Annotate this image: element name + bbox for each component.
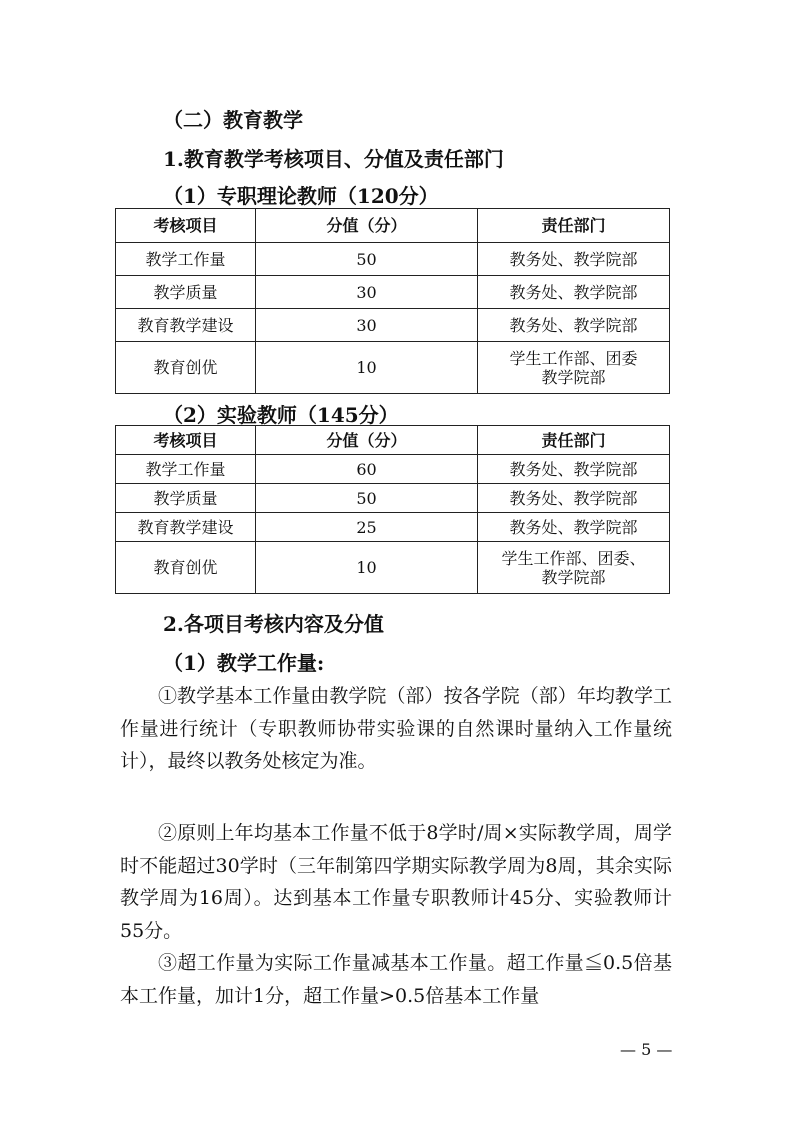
table-lab-teachers [115,425,670,594]
table-theory-teachers [115,208,670,394]
cell-item: 教育教学建设 [116,309,256,342]
sub-heading-assessment-items: 1.教育教学考核项目、分值及责任部门 [163,147,504,171]
cell-item: 教学工作量 [116,455,256,484]
cell-score: 60 [256,455,478,484]
table-header-row [116,426,670,455]
cell-score: 30 [256,309,478,342]
cell-score: 10 [256,342,478,394]
cell-score: 30 [256,276,478,309]
section-heading: （二）教育教学 [163,108,303,132]
header-item: 考核项目 [116,209,256,243]
cell-dept [478,542,670,594]
cell-item: 教学质量 [116,484,256,513]
cell-item: 教育教学建设 [116,513,256,542]
page-number: — 5 — [620,1040,673,1059]
cell-dept: 教务处、教学院部 [478,309,670,342]
sub-heading-content-and-scores: 2.各项目考核内容及分值 [163,612,384,636]
header-item: 考核项目 [116,426,256,455]
cell-dept: 教务处、教学院部 [478,484,670,513]
table-row [116,342,670,394]
paragraph-basic-workload: ①教学基本工作量由教学院（部）按各学院（部）年均教学工作量进行统计（专职教师协带实验课的自然课时量纳入工作量统计），最终以教务处核定为准。 [120,685,672,773]
table-row [116,243,670,276]
cell-dept [478,342,670,394]
table-row [116,276,670,309]
table-row [116,513,670,542]
table-row [116,542,670,594]
table-row [116,484,670,513]
header-score: 分值（分） [256,426,478,455]
cell-score: 50 [256,243,478,276]
dept-line: 学生工作部、团委、 [501,548,646,568]
table-header-row [116,209,670,243]
cell-item: 教育创优 [116,542,256,594]
cell-score: 25 [256,513,478,542]
cell-dept: 教务处、教学院部 [478,276,670,309]
cell-item: 教学质量 [116,276,256,309]
header-score: 分值（分） [256,209,478,243]
dept-line: 学生工作部、团委 [509,348,638,368]
paragraph-extra-workload: ③超工作量为实际工作量减基本工作量。超工作量≦0.5倍基本工作量，加计1分，超工作量>0.5倍基本工作量 [120,952,672,1007]
cell-score: 50 [256,484,478,513]
sub-heading-workload: （1）教学工作量: [163,651,325,675]
cell-dept: 教务处、教学院部 [478,455,670,484]
table-row [116,455,670,484]
cell-dept: 教务处、教学院部 [478,513,670,542]
table1-caption: （1）专职理论教师（120分） [163,184,439,208]
table2-caption: （2）实验教师（145分） [163,403,399,427]
cell-dept: 教务处、教学院部 [478,243,670,276]
cell-item: 教育创优 [116,342,256,394]
header-dept: 责任部门 [478,209,670,243]
cell-score: 10 [256,542,478,594]
header-dept: 责任部门 [478,426,670,455]
paragraph-weekly-hours: ②原则上年均基本工作量不低于8学时/周×实际教学周，周学时不能超过30学时（三年制第四学期实际教学周为8周，其余实际教学周为16周）。达到基本工作量专职教师计45分、实验教师计55分。 [120,822,672,942]
dept-line: 教学院部 [541,367,606,387]
cell-item: 教学工作量 [116,243,256,276]
table-row [116,309,670,342]
dept-line: 教学院部 [541,567,606,587]
